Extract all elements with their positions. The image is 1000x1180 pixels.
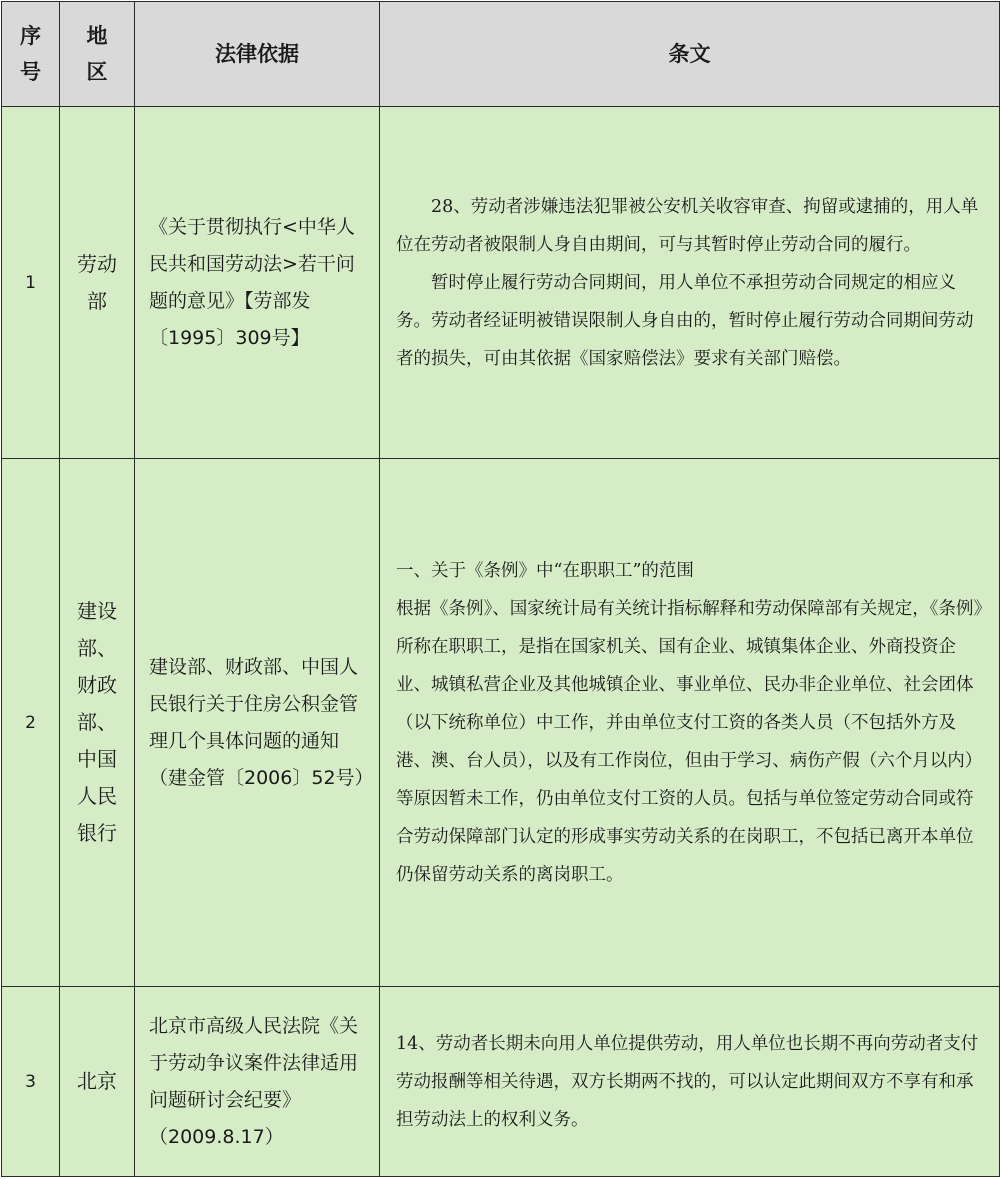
law-table (1, 1, 1000, 1177)
article-text-cell (380, 987, 1000, 1177)
article-paragraph: 28、劳动者涉嫌违法犯罪被公安机关收容审查、拘留或逮捕的，用人单位在劳动者被限制人身自由期间，可与其暂时停止劳动合同的履行。 (396, 196, 979, 255)
region-cell: 建设部、财政部、中国人民银行 (60, 459, 135, 987)
article-text-cell (380, 459, 1000, 987)
legal-basis-cell: 建设部、财政部、中国人民银行关于住房公积金管理几个具体问题的通知（建金管〔2006〕52号） (135, 459, 380, 987)
table-row (2, 987, 1000, 1177)
article-text-cell (380, 107, 1000, 459)
header-row (2, 2, 1000, 107)
legal-basis-cell: 北京市高级人民法院《关于劳动争议案件法律适用问题研讨会纪要》（2009.8.17） (135, 987, 380, 1177)
row-number: 1 (2, 107, 60, 459)
region-cell: 劳动部 (60, 107, 135, 459)
article-paragraph: 一、关于《条例》中“在职职工”的范围 (396, 560, 694, 581)
header-no: 序号 (2, 2, 60, 107)
table-row (2, 107, 1000, 459)
article-paragraph: 根据《条例》、国家统计局有关统计指标解释和劳动保障部有关规定，《条例》所称在职职工，是指在国家机关、国有企业、城镇集体企业、外商投资企业、城镇私营企业及其他城镇企业、事业单位、民办非企业单位、社会团体（以下统称单位）中工作，并由单位支付工资的各类人员（不包括外方及港、澳、台人员），以及有工作岗位，但由于学习、病伤产假（六个月以内）等原因暂未工作，仍由单位支付工资的人员。包括与单位签定劳动合同或符合劳动保障部门认定的形成事实劳动关系的在岗职工，不包括已离开本单位仍保留劳动关系的离岗职工。 (396, 598, 983, 885)
header-text: 条文 (380, 2, 1000, 107)
legal-basis-cell: 《关于贯彻执行<中华人民共和国劳动法>若干问题的意见》【劳部发〔1995〕309号】 (135, 107, 380, 459)
article-paragraph: 暂时停止履行劳动合同期间，用人单位不承担劳动合同规定的相应义务。劳动者经证明被错误限制人身自由的，暂时停止履行劳动合同期间劳动者的损失，可由其依据《国家赔偿法》要求有关部门赔偿。 (396, 272, 974, 369)
article-paragraph: 14、劳动者长期未向用人单位提供劳动，用人单位也长期不再向劳动者支付劳动报酬等相关待遇，双方长期两不找的，可以认定此期间双方不享有和承担劳动法上的权利义务。 (396, 1033, 979, 1130)
table-row (2, 459, 1000, 987)
header-region: 地区 (60, 2, 135, 107)
header-basis: 法律依据 (135, 2, 380, 107)
region-cell: 北京 (60, 987, 135, 1177)
row-number: 3 (2, 987, 60, 1177)
row-number: 2 (2, 459, 60, 987)
